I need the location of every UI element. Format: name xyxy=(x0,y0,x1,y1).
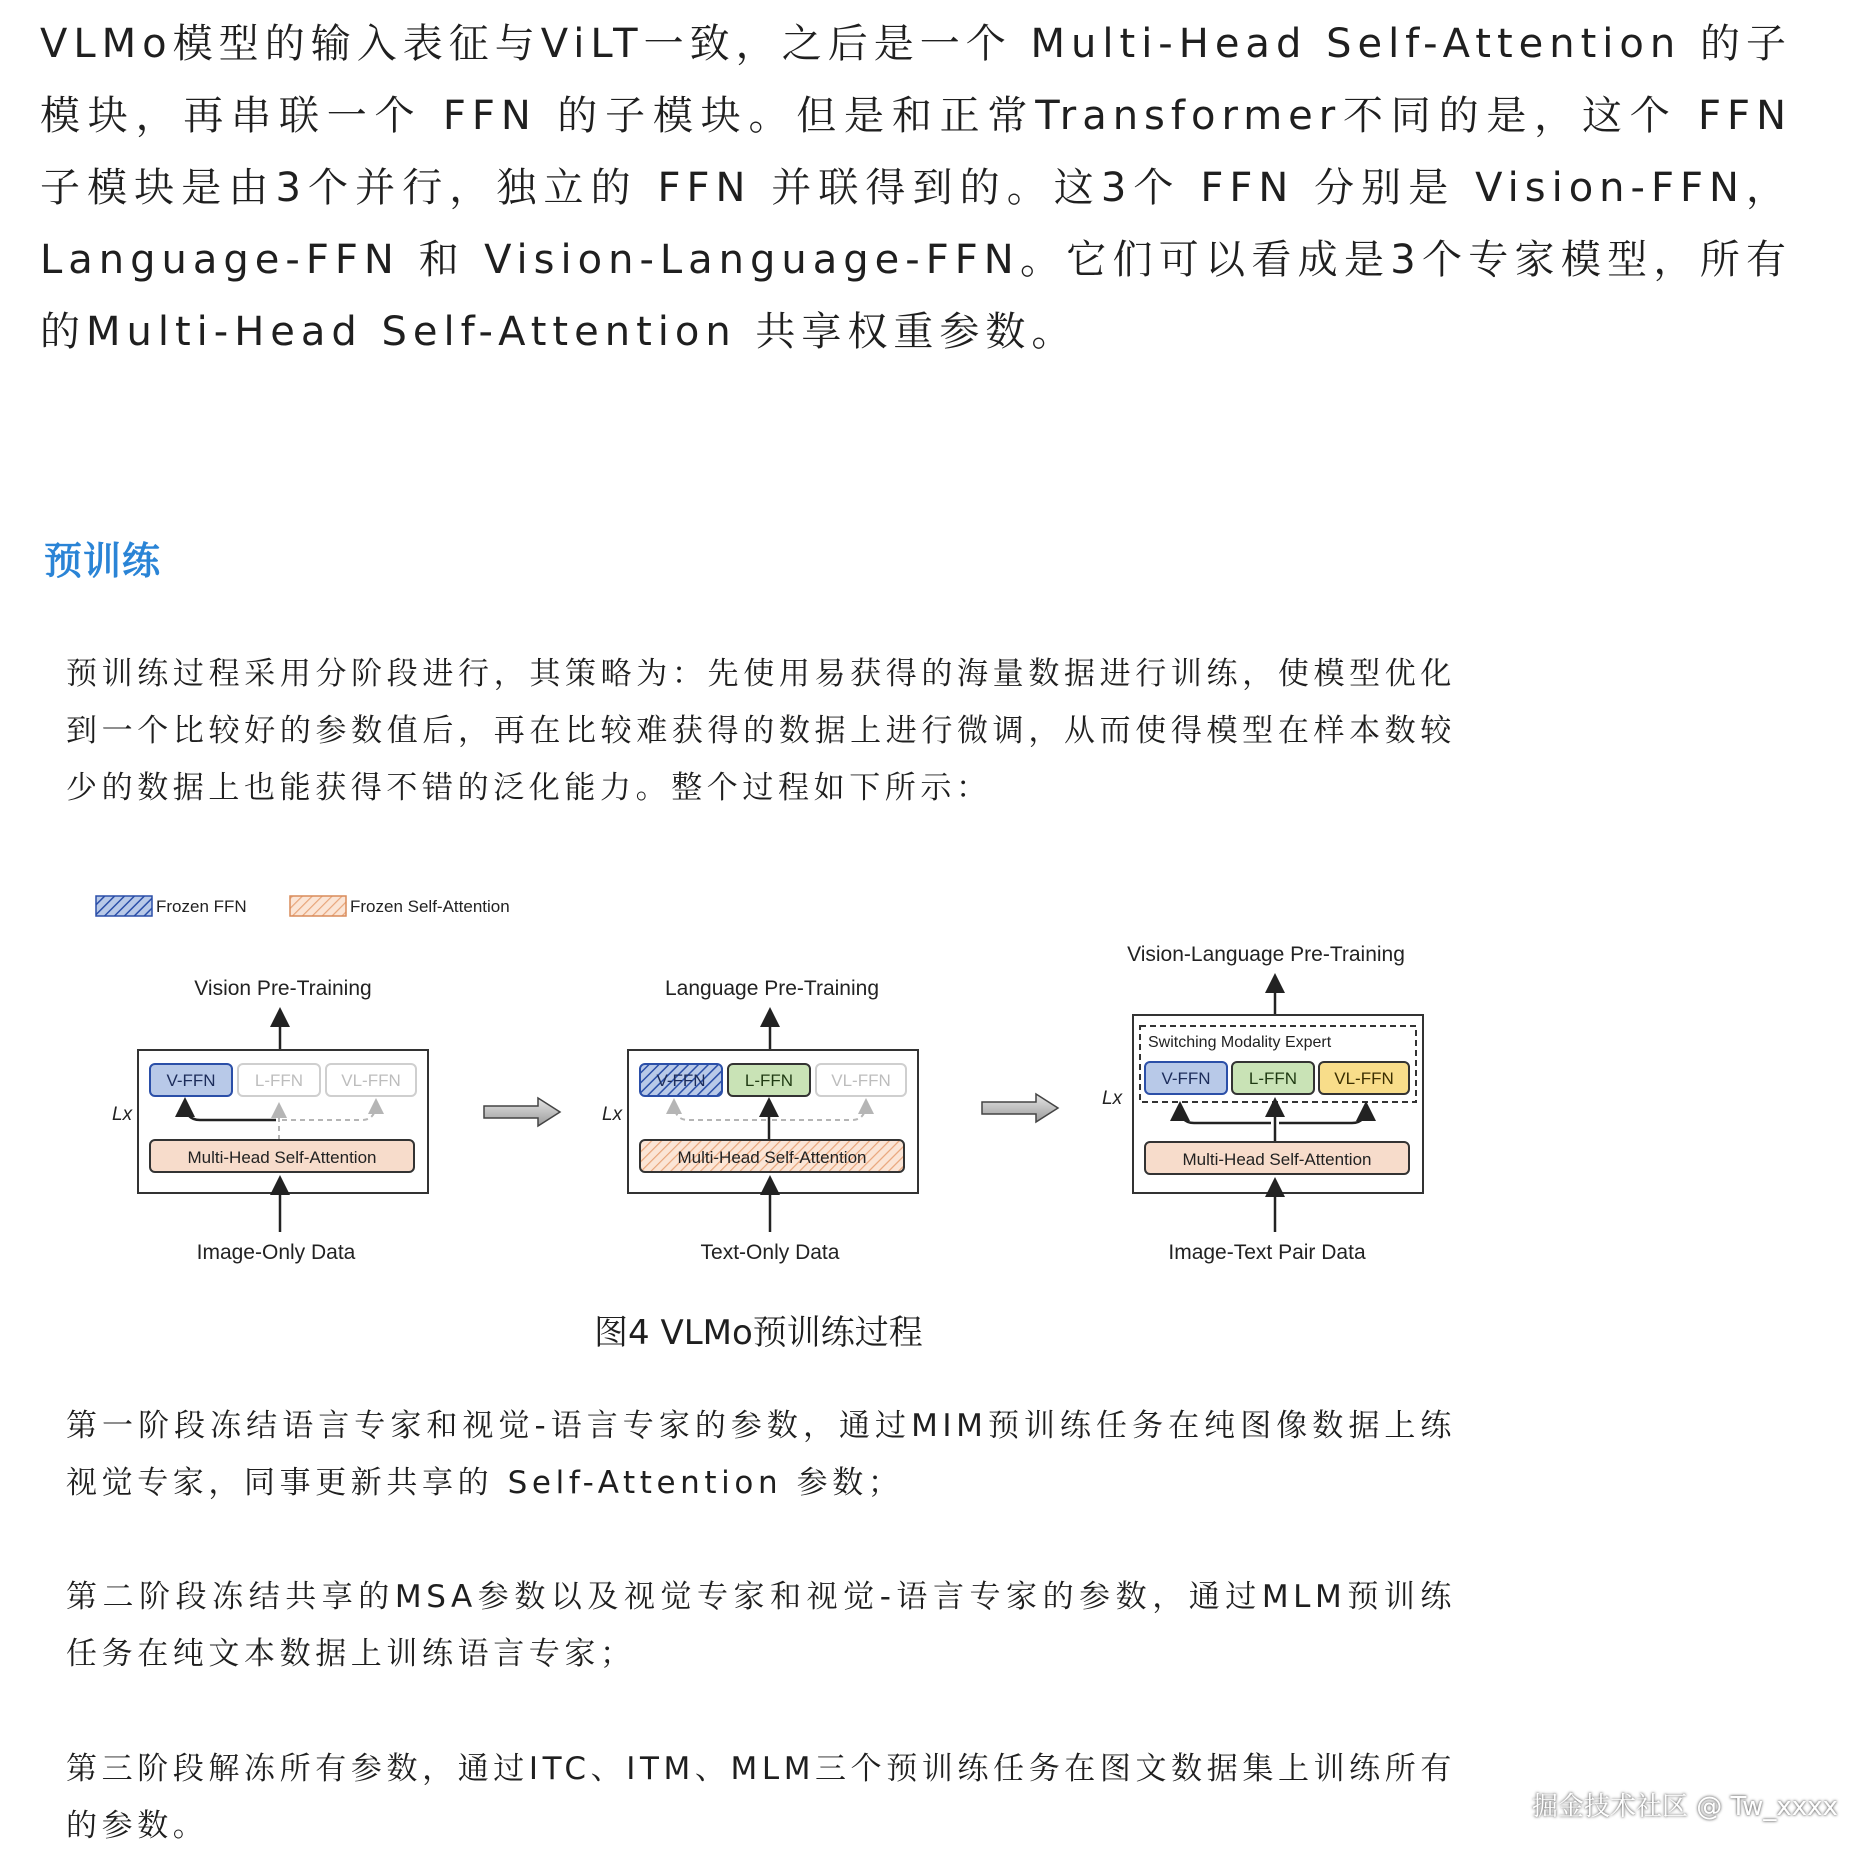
legend-frozen-attention-label: Frozen Self-Attention xyxy=(350,897,510,916)
legend-frozen-attention-swatch xyxy=(290,896,346,916)
stage2-vl-ffn-label: VL-FFN xyxy=(831,1071,891,1090)
stage3-v-ffn-label: V-FFN xyxy=(1161,1069,1211,1088)
stage2-v-ffn-label: V-FFN xyxy=(656,1071,706,1090)
stage2-description: 第二阶段冻结共享的MSA参数以及视觉专家和视觉-语言专家的参数，通过MLM预训练任务在纯文本数据上训练语言专家； xyxy=(66,1579,1456,1672)
switching-modality-expert-label: Switching Modality Expert xyxy=(1148,1034,1332,1051)
figure-svg xyxy=(90,880,1450,1280)
stage3-title: Vision-Language Pre-Training xyxy=(1127,943,1405,966)
legend-frozen-ffn-swatch xyxy=(96,896,152,916)
stage1-vl-ffn-label: VL-FFN xyxy=(341,1071,401,1090)
stage1-input: Image-Only Data xyxy=(196,1241,356,1264)
stage3-lx-label: Lx xyxy=(1102,1088,1123,1109)
stage1-msa-label: Multi-Head Self-Attention xyxy=(187,1148,377,1167)
stage-arrow-1 xyxy=(484,1098,560,1126)
stage3-l-ffn-label: L-FFN xyxy=(1248,1069,1298,1088)
juejin-watermark: 掘金技术社区 @ Tw_xxxx xyxy=(1532,1792,1838,1822)
stage1-l-ffn-label: L-FFN xyxy=(254,1071,304,1090)
intro-paragraph: VLMo模型的输入表征与ViLT一致，之后是一个 Multi-Head Self-Attention 的子模块，再串联一个 FFN 的子模块。但是和正常Transformer不同的是，这个 FFN 子模块是由3个并行，独立的 FFN 并联得到的。这3个 FFN 分别是 Vision-FFN，Language-FFN 和 Vision-Language-FFN。它们可以看成是3个专家模型，所有的Multi-Head Self-Attention 共享权重参数。 xyxy=(40,21,1792,355)
stage1-title: Vision Pre-Training xyxy=(194,977,372,1000)
stage1-v-ffn-label: V-FFN xyxy=(166,1071,216,1090)
stage3-input: Image-Text Pair Data xyxy=(1168,1241,1366,1264)
pretraining-strategy-paragraph: 预训练过程采用分阶段进行，其策略为：先使用易获得的海量数据进行训练，使模型优化到一个比较好的参数值后，再在比较难获得的数据上进行微调，从而使得模型在样本数较少的数据上也能获得不错的泛化能力。整个过程如下所示： xyxy=(66,656,1456,806)
stage2-lx-label: Lx xyxy=(602,1104,623,1125)
stage2-title: Language Pre-Training xyxy=(664,977,880,1000)
legend-frozen-ffn-label: Frozen FFN xyxy=(156,897,247,916)
stage3-description: 第三阶段解冻所有参数，通过ITC、ITM、MLM三个预训练任务在图文数据集上训练所有的参数。 xyxy=(66,1751,1456,1844)
stage2-input: Text-Only Data xyxy=(700,1241,840,1264)
stage3-msa-label: Multi-Head Self-Attention xyxy=(1182,1150,1372,1169)
section-title-pretraining: 预训练 xyxy=(44,539,162,583)
stage-arrow-2 xyxy=(982,1094,1058,1122)
stage1-lx-label: Lx xyxy=(112,1104,133,1125)
vlmo-pretraining-figure xyxy=(90,880,1450,1284)
stage2-msa-label: Multi-Head Self-Attention xyxy=(677,1148,867,1167)
figure-caption: 图4 VLMo预训练过程 xyxy=(594,1313,923,1353)
stage2-l-ffn-label: L-FFN xyxy=(744,1071,794,1090)
stage1-description: 第一阶段冻结语言专家和视觉-语言专家的参数，通过MIM预训练任务在纯图像数据上练视觉专家，同事更新共享的 Self-Attention 参数； xyxy=(66,1408,1456,1501)
stage3-vl-ffn-label: VL-FFN xyxy=(1334,1069,1394,1088)
